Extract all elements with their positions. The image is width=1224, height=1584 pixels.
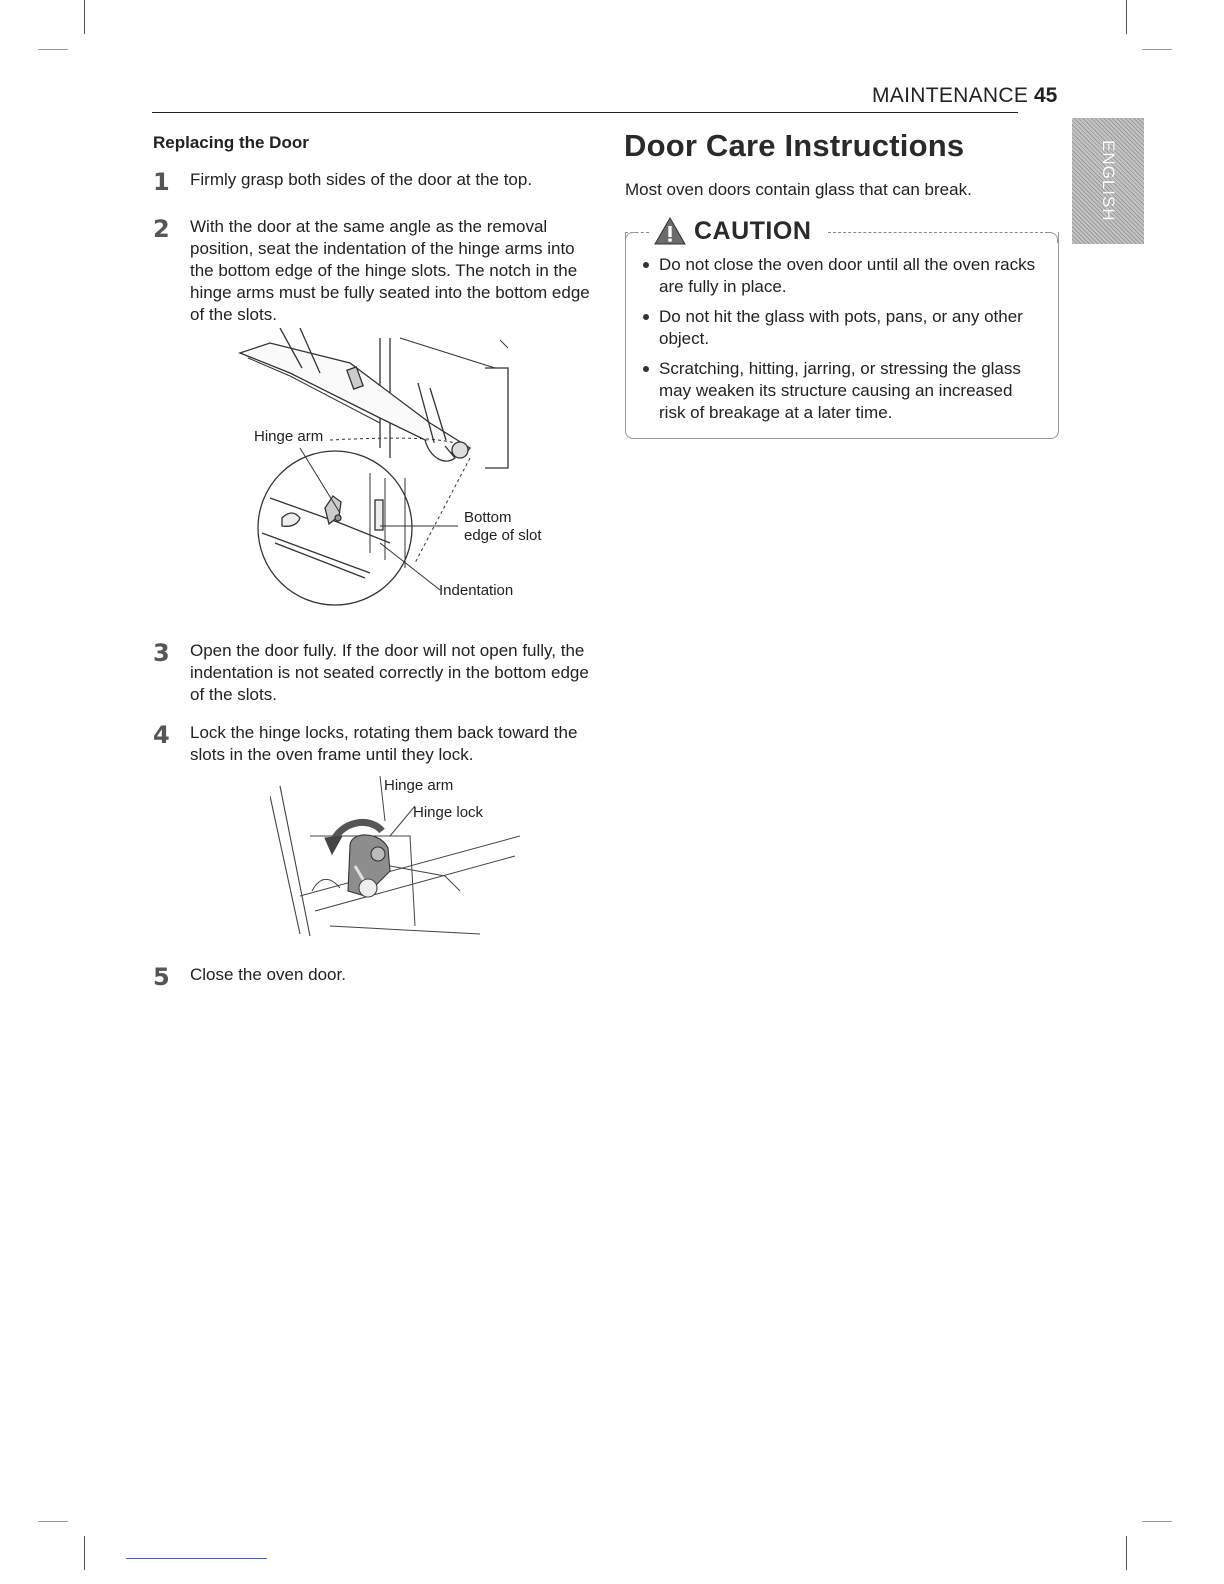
page-title: Door Care Instructions [624, 128, 965, 163]
figure-label-hinge-lock: Hinge lock [413, 804, 484, 821]
step-number: 1 [153, 168, 170, 196]
running-header-section: MAINTENANCE [872, 84, 1029, 107]
crop-mark [1126, 0, 1127, 34]
caution-border-top [828, 232, 1048, 234]
door-hinge-illustration [230, 328, 530, 613]
caution-header [654, 216, 817, 246]
caution-item-text: Do not close the oven door until all the oven racks are fully in place. [659, 255, 1036, 296]
bullet-icon [643, 262, 649, 268]
figure-label-indentation: Indentation [439, 582, 514, 599]
crop-mark [84, 1536, 85, 1570]
caution-list [640, 254, 1040, 432]
language-tab-label: ENGLISH [1099, 140, 1118, 222]
section-subhead: Replacing the Door [153, 133, 309, 152]
step-text: Lock the hinge locks, rotating them back toward the slots in the oven frame until they lock. [190, 723, 578, 764]
list-item [640, 358, 1040, 424]
bullet-icon [643, 314, 649, 320]
caution-corner [625, 232, 636, 243]
figure-label-hinge-arm-2: Hinge arm [384, 777, 454, 794]
caution-label: CAUTION [694, 216, 812, 245]
step-number: 4 [153, 721, 170, 749]
hinge-lock-illustration [270, 776, 520, 941]
step-5 [153, 963, 593, 991]
header-rule [152, 112, 1018, 113]
step-1 [153, 168, 593, 196]
figure-label-edge-of-slot: edge of slot [464, 527, 542, 544]
step-2 [153, 216, 593, 326]
language-side-tab [1072, 118, 1144, 244]
footer-underline [126, 1558, 267, 1559]
crop-mark [1142, 49, 1172, 50]
intro-text: Most oven doors contain glass that can break. [625, 180, 972, 199]
step-text: Open the door fully. If the door will not open fully, the indentation is not seated correctly in the bottom edge of the slots. [190, 641, 589, 704]
step-text: Firmly grasp both sides of the door at the top. [190, 170, 533, 189]
caution-item-text: Scratching, hitting, jarring, or stressing the glass may weaken its structure causing an increased risk of breakage at a later time. [659, 359, 1021, 422]
step-number: 3 [153, 639, 170, 667]
crop-mark [1126, 1536, 1127, 1570]
crop-mark [38, 1521, 68, 1522]
list-item [640, 254, 1040, 298]
warning-triangle-icon [654, 216, 686, 246]
figure-label-hinge-arm: Hinge arm [254, 428, 324, 445]
step-text: With the door at the same angle as the removal position, seat the indentation of the hinge arms into the bottom edge of the hinge slots. The notch in the hinge arms must be fully seated into the bottom edge of the slots. [190, 217, 590, 324]
crop-mark [1142, 1521, 1172, 1522]
bullet-icon [643, 366, 649, 372]
page-number: 45 [1034, 84, 1058, 107]
crop-mark [84, 0, 85, 34]
crop-mark [38, 49, 68, 50]
step-text: Close the oven door. [190, 965, 346, 984]
list-item [640, 306, 1040, 350]
step-4 [153, 722, 593, 766]
step-number: 2 [153, 215, 170, 243]
figure-label-bottom: Bottom [464, 509, 512, 526]
step-3 [153, 640, 593, 706]
step-number: 5 [153, 963, 170, 991]
caution-item-text: Do not hit the glass with pots, pans, or any other object. [659, 307, 1023, 348]
